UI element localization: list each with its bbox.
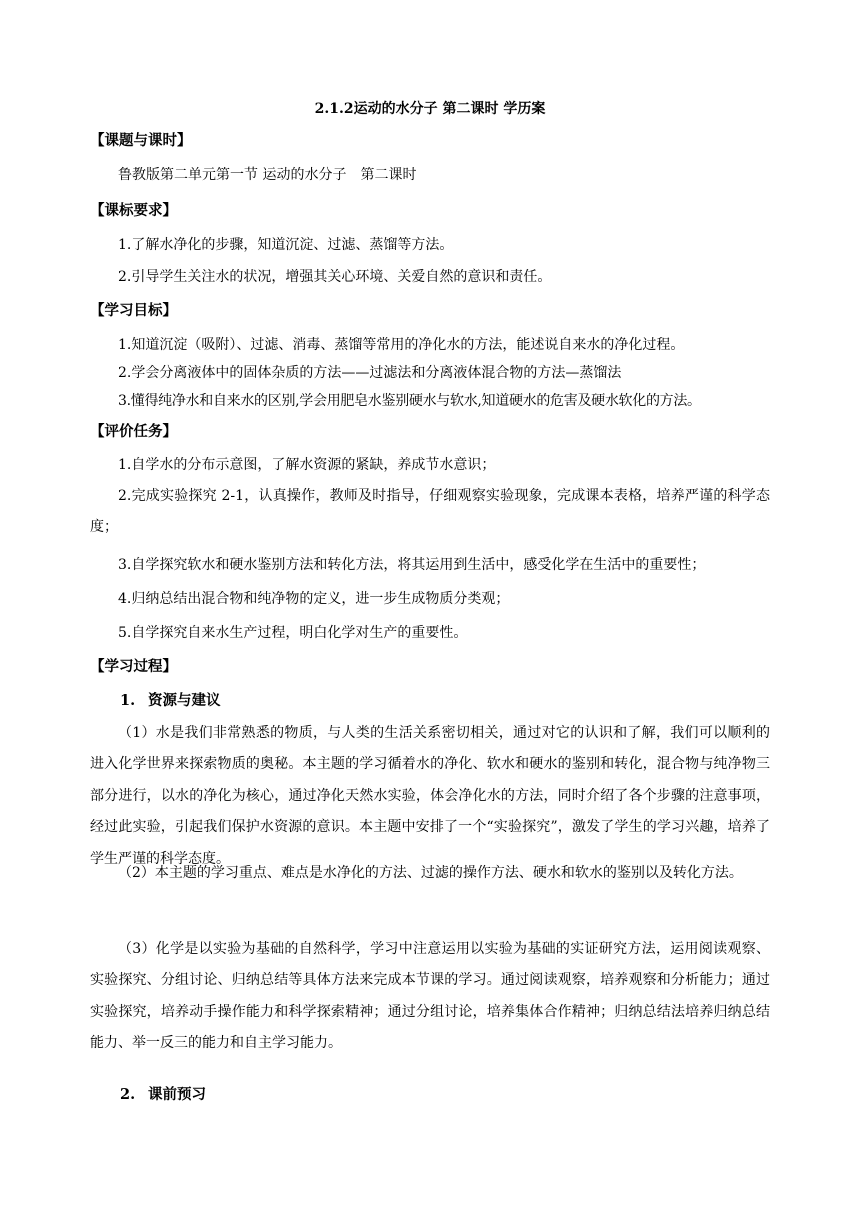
- section-title: 课前预习: [148, 1086, 206, 1103]
- paragraph: （2）本主题的学习重点、难点是水净化的方法、过滤的操作方法、硬水和软水的鉴别以及转化方法。: [118, 865, 743, 881]
- section-title: 资源与建议: [148, 692, 221, 709]
- tasks-item: 4.归纳总结出混合物和纯净物的定义，进一步生成物质分类观；: [118, 591, 510, 607]
- paragraph: （3）化学是以实验为基础的自然科学，学习中注意运用以实验为基础的实证研究方法，运用阅读观察、实验探究、分组讨论、归纳总结等具体方法来完成本节课的学习。通过阅读观察，培养观察和分析能力；通过实验探究，培养动手操作能力和科学探索精神；通过分组讨论，培养集体合作精神；归纳总结法培养归纳总结能力、举一反三的能力和自主学习能力。: [90, 941, 770, 1052]
- heading-goals: 【学习目标】: [90, 302, 177, 319]
- heading-topic: 【课题与课时】: [90, 132, 192, 149]
- standards-item: 2.引导学生关注水的状况，增强其关心环境、关爱自然的意识和责任。: [118, 269, 552, 285]
- standards-item: 1.了解水净化的步骤，知道沉淀、过滤、蒸馏等方法。: [118, 237, 454, 253]
- goals-item: 2.学会分离液体中的固体杂质的方法——过滤法和分离液体混合物的方法—蒸馏法: [118, 365, 622, 381]
- topic-text: 鲁教版第二单元第一节 运动的水分子 第二课时: [118, 167, 417, 183]
- section-number: 1.: [120, 692, 136, 709]
- heading-standards: 【课标要求】: [90, 202, 177, 219]
- document-title: 2.1.2运动的水分子 第二课时 学历案: [314, 101, 546, 117]
- tasks-item: 2.完成实验探究 2-1，认真操作，教师及时指导，仔细观察实验现象，完成课本表格，培养严谨的科学态度；: [90, 488, 770, 536]
- goals-item: 3.懂得纯净水和自来水的区别,学会用肥皂水鉴别硬水与软水,知道硬水的危害及硬水软化的方法。: [118, 393, 701, 409]
- section-heading: [120, 1084, 206, 1106]
- heading-tasks: 【评价任务】: [90, 423, 177, 440]
- section-heading: [120, 690, 221, 712]
- paragraph: （1）水是我们非常熟悉的物质，与人类的生活关系密切相关，通过对它的认识和了解，我们可以顺利的进入化学世界来探索物质的奥秘。本主题的学习循着水的净化、软水和硬水的鉴别和转化，混合物与纯净物三部分进行，以水的净化为核心，通过净化天然水实验，体会净化水的方法，同时介绍了各个步骤的注意事项，经过此实验，引起我们保护水资源的意识。本主题中安排了一个“实验探究”，激发了学生的学习兴趣，培养了学生严谨的科学态度。: [90, 725, 770, 867]
- tasks-item: 5.自学探究自来水生产过程，明白化学对生产的重要性。: [118, 625, 468, 641]
- section-number: 2.: [120, 1086, 136, 1103]
- tasks-item: 3.自学探究软水和硬水鉴别方法和转化方法，将其运用到生活中，感受化学在生活中的重要性；: [118, 557, 706, 573]
- tasks-item: 1.自学水的分布示意图，了解水资源的紧缺，养成节水意识；: [118, 457, 496, 473]
- goals-item: 1.知道沉淀（吸附）、过滤、消毒、蒸馏等常用的净化水的方法，能述说自来水的净化过程。: [118, 337, 685, 353]
- heading-process: 【学习过程】: [90, 658, 177, 675]
